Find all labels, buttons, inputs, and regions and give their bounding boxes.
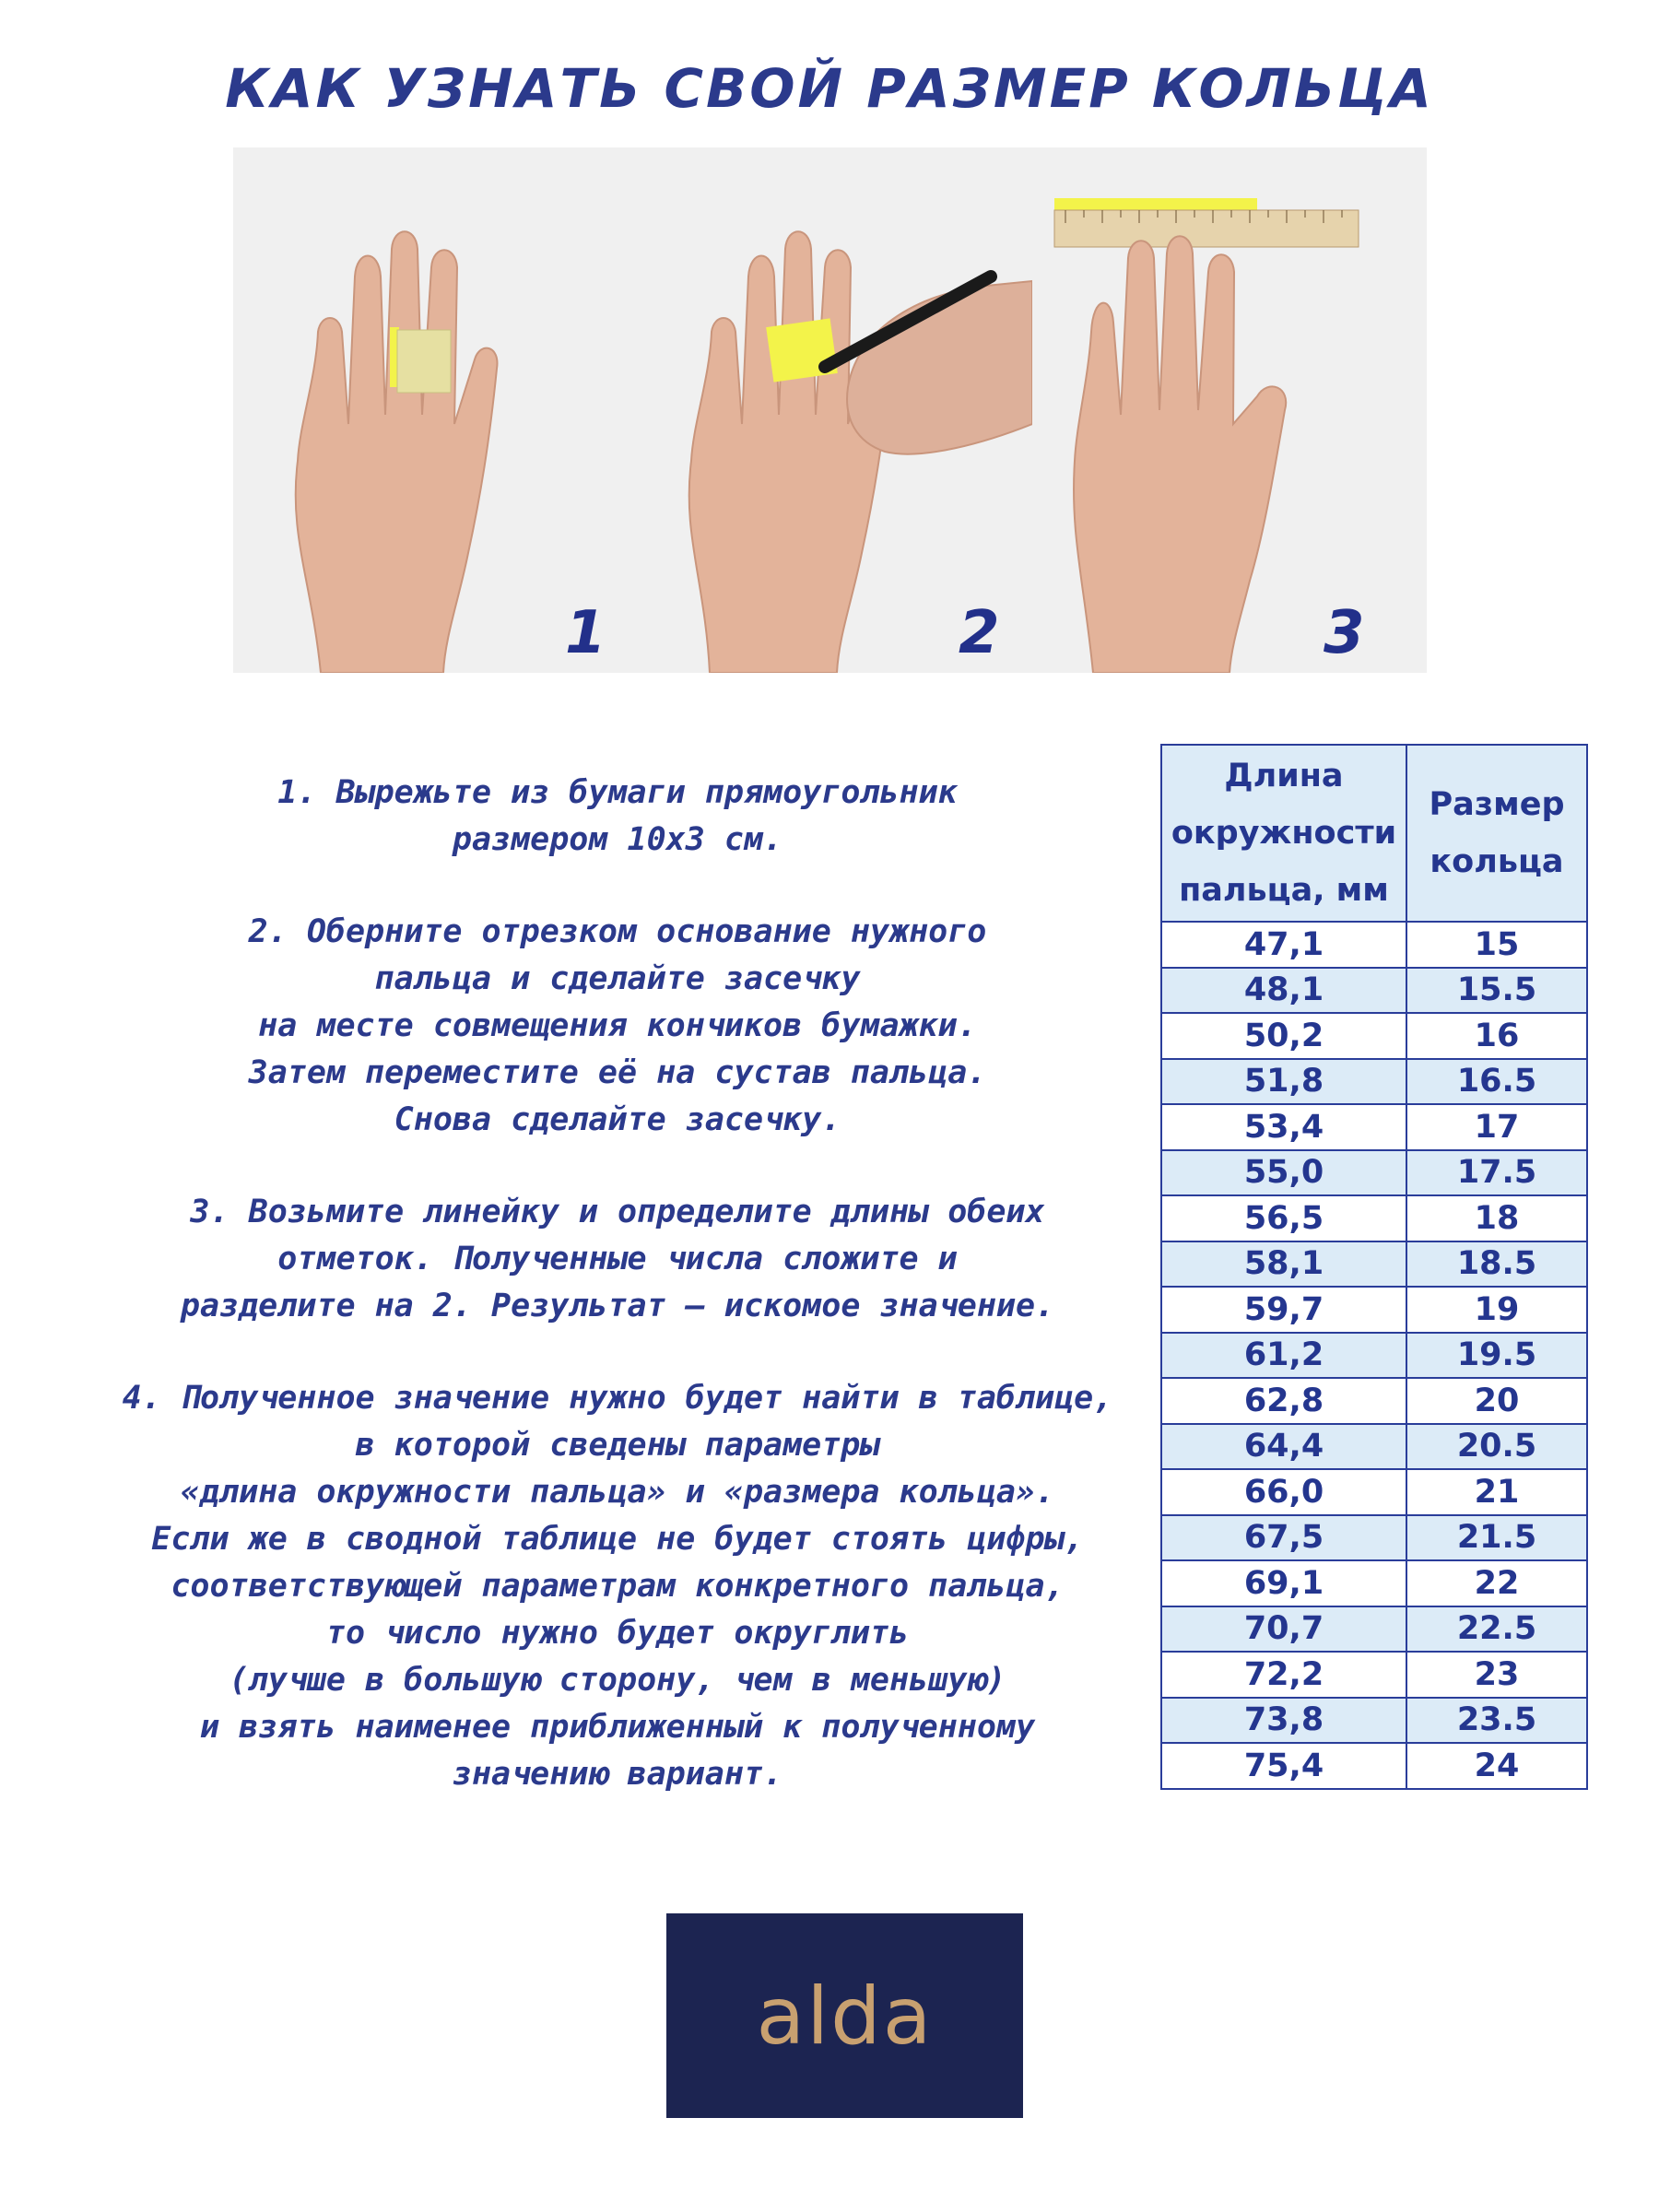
cell-circumference: 70,7 [1161, 1606, 1406, 1653]
hand-with-paper-strip-image [233, 147, 629, 673]
instruction-line: и взять наименее приближенный к полученному [199, 1709, 1036, 1746]
cell-ring-size: 17.5 [1406, 1150, 1587, 1196]
brand-logo [666, 1913, 1023, 2118]
table-row [1161, 1378, 1587, 1424]
instruction-line: соответствующей параметрам конкретного пальца, [171, 1568, 1065, 1605]
cell-circumference: 53,4 [1161, 1104, 1406, 1150]
table-row [1161, 1013, 1587, 1059]
page-title: КАК УЗНАТЬ СВОЙ РАЗМЕР КОЛЬЦА [225, 57, 1434, 120]
table-row [1161, 1469, 1587, 1515]
cell-ring-size: 20.5 [1406, 1424, 1587, 1470]
step-number-2: 2 [959, 599, 1000, 667]
cell-circumference: 75,4 [1161, 1743, 1406, 1789]
instruction-step-2 [88, 909, 1147, 1144]
cell-circumference: 72,2 [1161, 1652, 1406, 1698]
table-body [1161, 922, 1587, 1789]
cell-circumference: 69,1 [1161, 1560, 1406, 1606]
cell-circumference: 56,5 [1161, 1195, 1406, 1241]
cell-ring-size: 16.5 [1406, 1059, 1587, 1105]
cell-ring-size: 23 [1406, 1652, 1587, 1698]
instruction-line: «длина окружности пальца» и «размера кольца». [180, 1474, 1055, 1511]
instruction-line: в которой сведены параметры [355, 1427, 880, 1464]
table-header-row [1161, 745, 1587, 922]
instruction-line: пальца и сделайте засечку [374, 960, 861, 997]
instruction-line: разделите на 2. Результат – искомое значение. [180, 1288, 1055, 1324]
cell-circumference: 64,4 [1161, 1424, 1406, 1470]
table-row [1161, 1515, 1587, 1561]
cell-ring-size: 22.5 [1406, 1606, 1587, 1653]
instruction-step-3 [88, 1189, 1147, 1330]
table-row [1161, 1560, 1587, 1606]
step-number-1: 1 [565, 599, 606, 667]
instruction-line: на месте совмещения кончиков бумажки. [258, 1007, 977, 1044]
instruction-step-4 [88, 1375, 1147, 1798]
cell-circumference: 55,0 [1161, 1150, 1406, 1196]
cell-ring-size: 22 [1406, 1560, 1587, 1606]
header-circumference: Длина окружности пальца, мм [1161, 745, 1406, 922]
step-number-3: 3 [1324, 599, 1365, 667]
instruction-line: размером 10х3 см. [452, 821, 783, 858]
cell-ring-size: 16 [1406, 1013, 1587, 1059]
table-row [1161, 1698, 1587, 1744]
cell-circumference: 51,8 [1161, 1059, 1406, 1105]
cell-circumference: 58,1 [1161, 1241, 1406, 1288]
cell-circumference: 66,0 [1161, 1469, 1406, 1515]
instruction-line: Снова сделайте засечку. [394, 1101, 841, 1138]
cell-circumference: 48,1 [1161, 968, 1406, 1014]
instruction-photos [233, 147, 1427, 673]
cell-ring-size: 19.5 [1406, 1333, 1587, 1379]
cell-circumference: 62,8 [1161, 1378, 1406, 1424]
measuring-with-ruler-image [1038, 147, 1427, 673]
photo-step-1 [233, 147, 629, 673]
cell-circumference: 47,1 [1161, 922, 1406, 968]
table-row [1161, 1424, 1587, 1470]
instruction-line: отметок. Полученные числа сложите и [277, 1241, 958, 1277]
instruction-line: Если же в сводной таблице не будет стоять цифры, [151, 1521, 1084, 1558]
cell-circumference: 59,7 [1161, 1287, 1406, 1333]
table-row [1161, 1059, 1587, 1105]
instruction-line: (лучше в большую сторону, чем в меньшую) [229, 1662, 1006, 1699]
instruction-line: значению вариант. [452, 1756, 783, 1793]
header-ring-size: Размер кольца [1406, 745, 1587, 922]
instruction-line: Затем переместите её на сустав пальца. [248, 1054, 987, 1091]
instruction-line: 3. Возьмите линейку и определите длины обеих [190, 1194, 1045, 1230]
cell-ring-size: 19 [1406, 1287, 1587, 1333]
cell-ring-size: 18 [1406, 1195, 1587, 1241]
photo-step-2 [636, 147, 1032, 673]
table-row [1161, 1241, 1587, 1288]
instruction-step-1 [88, 770, 1147, 864]
table-row [1161, 1606, 1587, 1653]
cell-ring-size: 21 [1406, 1469, 1587, 1515]
cell-ring-size: 21.5 [1406, 1515, 1587, 1561]
cell-ring-size: 23.5 [1406, 1698, 1587, 1744]
instruction-line: 1. Вырежьте из бумаги прямоугольник [277, 774, 958, 811]
table-row [1161, 1195, 1587, 1241]
cell-ring-size: 20 [1406, 1378, 1587, 1424]
cell-ring-size: 15 [1406, 922, 1587, 968]
table-row [1161, 1104, 1587, 1150]
table-row [1161, 1333, 1587, 1379]
cell-circumference: 61,2 [1161, 1333, 1406, 1379]
cell-ring-size: 17 [1406, 1104, 1587, 1150]
cell-ring-size: 18.5 [1406, 1241, 1587, 1288]
logo-text: alda [756, 1971, 934, 2063]
table-row [1161, 922, 1587, 968]
table-row [1161, 968, 1587, 1014]
cell-circumference: 67,5 [1161, 1515, 1406, 1561]
photo-step-3 [1038, 147, 1427, 673]
ring-size-table [1160, 744, 1588, 1790]
instruction-line: то число нужно будет округлить [325, 1615, 910, 1652]
instructions [88, 770, 1147, 1843]
instruction-line: 2. Оберните отрезком основание нужного [248, 913, 987, 950]
marking-paper-with-pen-image [636, 147, 1032, 673]
table-row [1161, 1652, 1587, 1698]
table-row [1161, 1743, 1587, 1789]
table-row [1161, 1150, 1587, 1196]
instruction-line: 4. Полученное значение нужно будет найти в таблице, [122, 1380, 1113, 1417]
cell-circumference: 73,8 [1161, 1698, 1406, 1744]
cell-ring-size: 15.5 [1406, 968, 1587, 1014]
cell-ring-size: 24 [1406, 1743, 1587, 1789]
table-row [1161, 1287, 1587, 1333]
cell-circumference: 50,2 [1161, 1013, 1406, 1059]
